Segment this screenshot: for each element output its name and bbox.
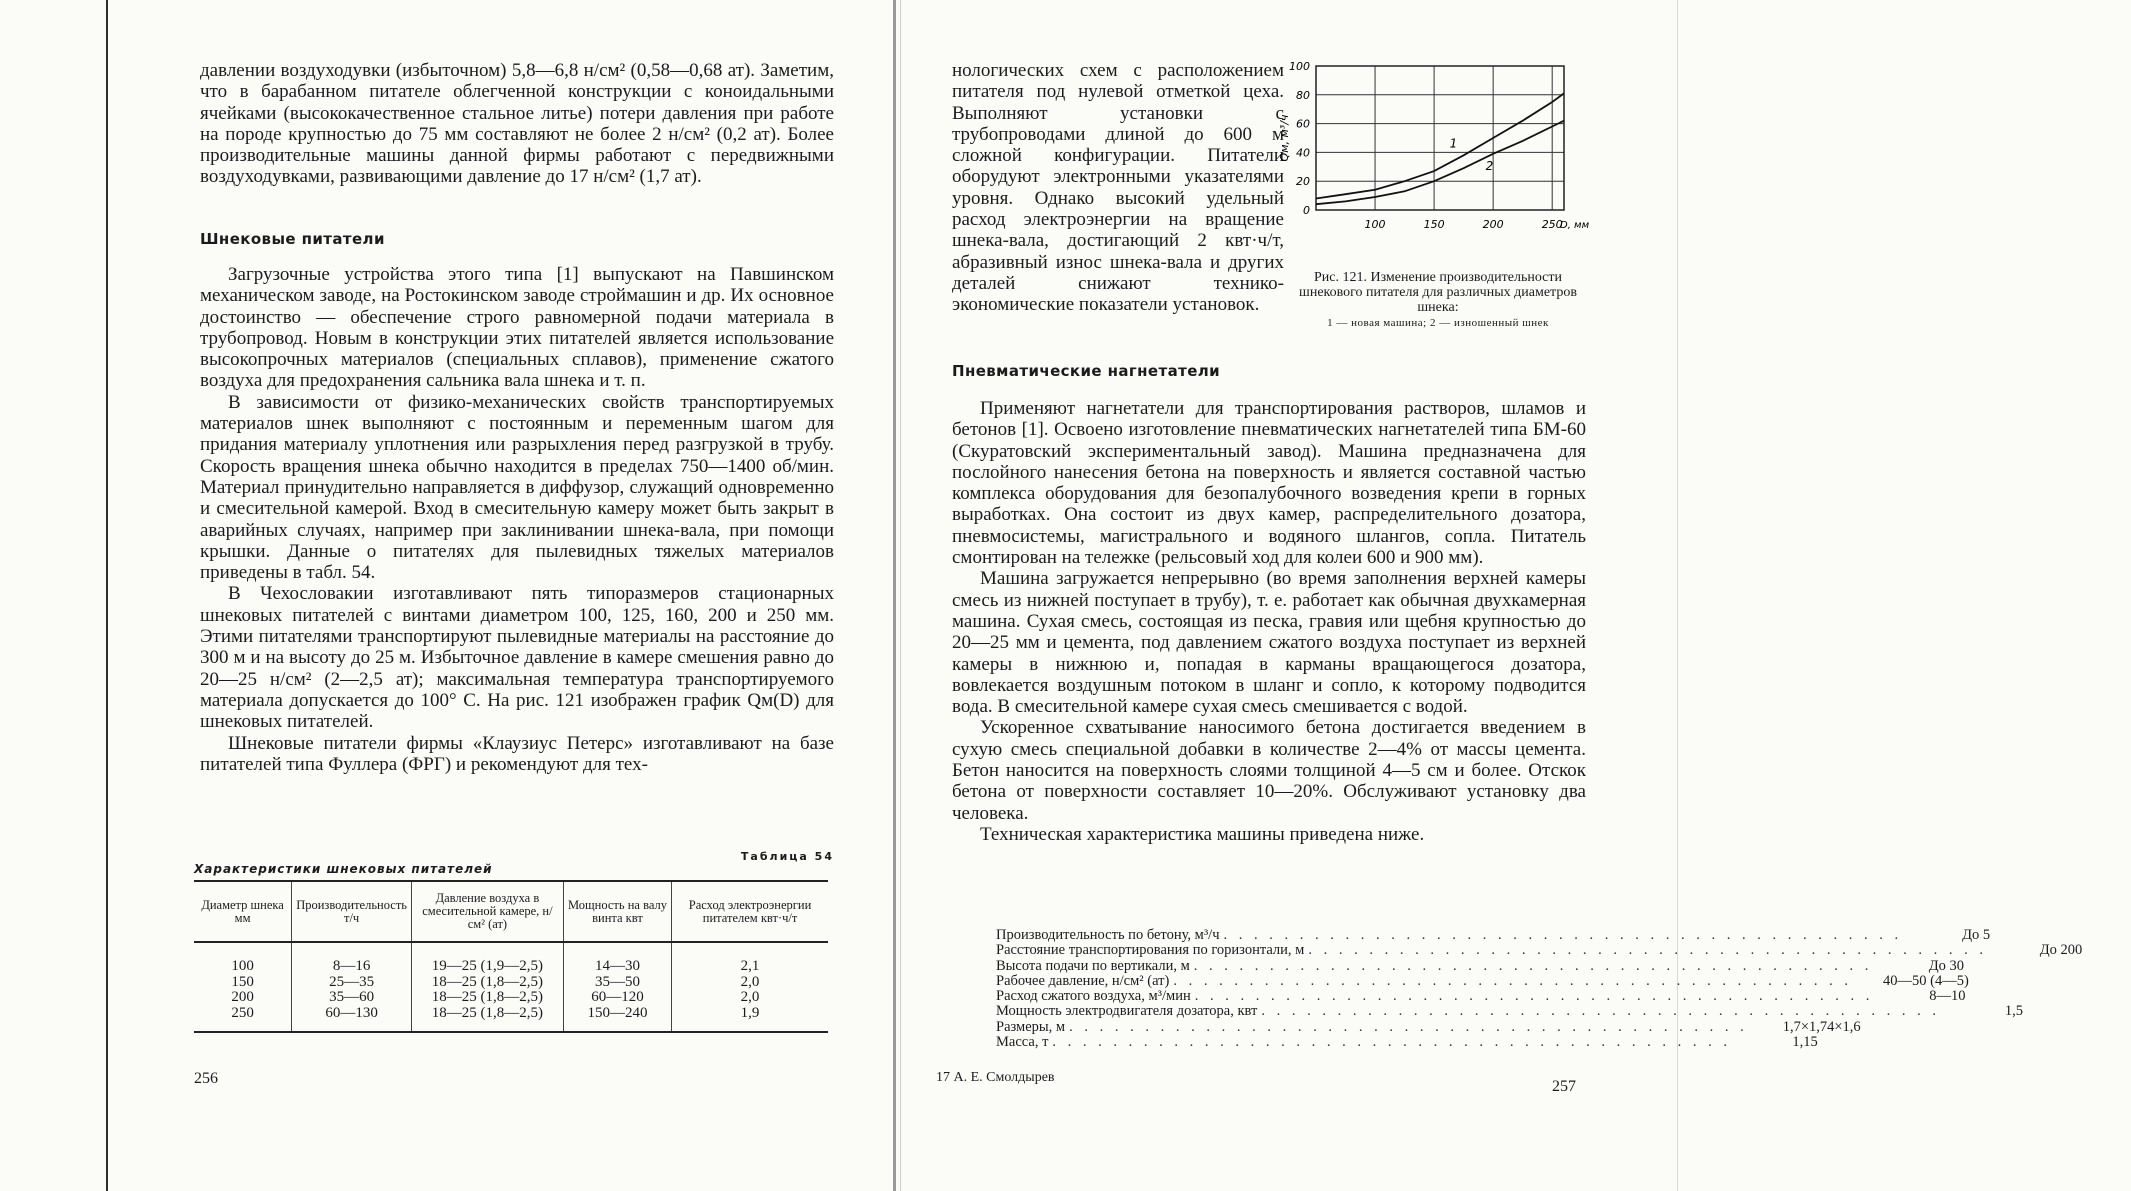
table-cell: 1,9 [672,1006,828,1033]
y-tick-label: 100 [1289,60,1310,73]
table-cell: 2,0 [672,990,828,1006]
table-cell: 19—25 (1,9—2,5) [412,942,564,975]
table-cell: 25—35 [292,975,412,991]
spec-leader-dots [1195,989,1874,1004]
table-cell: 150—240 [563,1006,671,1033]
spec-row [996,1034,1818,1051]
spec-leader-dots [1223,928,1902,943]
figure-caption: Рис. 121. Изменение производительности шнекового питателя для различных диаметров шнека: [1299,270,1577,315]
table-row [194,975,828,991]
body-text-block [200,264,834,775]
table-cell: 35—50 [563,975,671,991]
spec-row [996,988,1966,1005]
right-page [936,0,2083,1191]
spec-label: Высота подачи по вертикали, м [996,957,1190,974]
y-tick-label: 40 [1296,146,1310,160]
spec-row [996,957,1965,974]
table-cell: 18—25 (1,8—2,5) [412,975,564,991]
spec-label: Рабочее давление, н/см² (ат) [996,972,1170,989]
spec-value: До 30 [1928,957,1965,974]
table-header-cell: Расход электроэнергии питателем квт·ч/т [672,881,828,942]
table-cell: 2,1 [672,942,828,975]
y-axis-label: Qм, м³/ч [1278,114,1291,162]
table-row [194,942,828,975]
paragraph: Техническая характеристика машины приведена ниже. [980,823,1425,845]
y-tick-label: 60 [1296,117,1310,131]
spec-value: 40—50 (4—5) [1883,972,1969,989]
y-tick-label: 80 [1296,88,1310,102]
series-line-2 [1316,121,1564,205]
y-tick-label: 0 [1303,204,1310,217]
x-tick-label: 150 [1423,218,1445,231]
spec-value: До 200 [2039,942,2083,959]
spec-row [996,1018,1861,1035]
spec-row [996,942,2083,959]
table-header-cell: Мощность на валу винта квт [563,881,671,942]
spec-label: Расстояние транспортирования по горизонтали, м [996,942,1305,959]
spec-label: Размеры, м [996,1018,1066,1035]
table-header-cell: Давление воздуха в смесительной камере, н/см² (ат) [412,881,564,942]
series-line-1 [1316,93,1564,198]
spec-row [996,1003,2024,1020]
paragraph: В Чехословакии изготавливают пять типоразмеров стационарных шнековых питателей с винтами диаметром 100, 125, 160, 200 и 250 мм. Этими питателями транспортируют пылевидные материалы на расстояние до 300 м и на высоту до 25 м. Избыточное давление в камере смешения равно до 20—25 н/см² (2—2,5 ат); максимальная температура транспортируемого материала допускается до 100° С. На рис. 121 изображен график Qм(D) для шнековых питателей. [200,583,834,733]
left-page [194,0,834,1191]
table-cell: 150 [231,973,254,990]
spec-leader-dots [1194,959,1873,974]
spec-value: 1,7×1,74×1,6 [1782,1018,1861,1035]
spec-value: 8—10 [1929,988,1966,1005]
series-label: 1 [1449,136,1458,151]
page-number: 256 [194,1070,218,1087]
body-text-block [952,398,1586,845]
table-cell: 200 [231,989,254,1005]
spec-row [996,927,1991,943]
spec-leader-dots [1069,1020,1748,1035]
paragraph: Применяют нагнетатели для транспортирования растворов, шламов и бетонов [1]. Освоено изготовление пневматических нагнетателей типа БМ-60 (Скуратовский экспериментальный завод). Машина предназначена для послойного нанесения бетона на поверхность и является составной частью комплекса оборудования для безопалубочного возведения крепи в горных выработках. Она состоит из двух камер, распределительного дозатора, пневмосистемы, магистрального и водяного шлангов, сопла. Питатель смонтирован на тележке (рельсовый ход для колеи 600 и 900 мм). [952,398,1586,569]
table-cell: 60—120 [563,990,671,1006]
section-heading: Шнековые питатели [200,230,385,248]
feeders-table [194,880,828,1033]
paragraph: давлении воздуходувки (избыточном) 5,8—6,8 н/см² (0,58—0,68 ат). Заметим, что в барабанном питателе облегченной конструкции с коноидальными ячейками (высококачественное стальное литье) потери давления при работе на породе крупностью до 75 мм составляют не более 2 н/см² (0,2 ат). Более производительные машины данной фирмы работают с передвижными воздуходувками, развивающими давление до 17 н/см² (1,7 ат). [200,60,834,188]
table-caption: Характеристики шнековых питателей [194,862,493,876]
section-heading: Пневматические нагнетатели [952,362,1221,380]
table-cell: 60—130 [292,1006,412,1033]
spec-label: Мощность электродвигателя дозатора, квт [996,1003,1258,1020]
x-tick-label: 200 [1482,218,1504,231]
table-row [194,1006,828,1033]
spec-label: Расход сжатого воздуха, м³/мин [996,988,1191,1005]
table-cell: 18—25 (1,8—2,5) [412,990,564,1006]
table-cell: 35—60 [292,990,412,1006]
spec-row [996,972,1969,989]
figure-caption-block [1292,270,1584,329]
table-caption-row [194,850,834,876]
table-row [194,990,828,1006]
page-number: 257 [1552,1078,1576,1095]
spec-label: Производительность по бетону, м³/ч [996,927,1220,943]
spec-leader-dots [1173,974,1852,989]
paragraph: В зависимости от физико-механических свойств транспортируемых материалов шнек выполняют с постоянным и переменным шагом для придания материалу уплотнения или разрыхления перед разгрузкой в трубу. Скорость вращения шнека обычно находится в пределах 750—1400 об/мин. Материал принудительно направляется в диффузор, служащий одновременно и смесительной камерой. Вход в смесительную камеру может быть закрыт в аварийных случаях, например при заклинивании шнека-вала, при помощи крышки. Данные о питателях для пылевидных тяжелых материалов приведены в табл. 54. [200,391,834,584]
table-header-cell: Диаметр шнека мм [194,881,292,942]
paragraph: Шнековые питатели фирмы «Клаузиус Петерс» изготавливают на базе питателей типа Фуллера (ФРГ) и рекомендуют для тех- [200,732,834,775]
table-number: Таблица 54 [740,850,834,863]
y-tick-label: 20 [1296,175,1310,189]
spec-leader-dots [1308,943,1987,958]
table-cell: 18—25 (1,8—2,5) [412,1006,564,1033]
table-cell: 14—30 [563,942,671,975]
x-tick-label: 100 [1364,218,1386,231]
x-tick-label: 250 [1541,218,1563,231]
spec-value: До 5 [1962,927,1991,943]
signature-mark: 17 А. Е. Смолдырев [936,1070,1055,1085]
paragraph: Ускоренное схватывание наносимого бетона достигается введением в сухую смесь специальной добавки в количестве 2—4% от массы цемента. Бетон наносится на поверхность слоями толщиной 4—5 см и более. Отскок бетона от поверхности составляет 10—20%. Обслуживают установку два человека. [952,717,1586,824]
left-binding-edge [106,0,108,1191]
spec-leader-dots [1052,1035,1731,1050]
table-header-row [194,881,828,942]
table-header-cell: Производительность т/ч [292,881,412,942]
table-cell: 250 [194,1006,292,1033]
figure-legend: 1 — новая машина; 2 — изношенный шнек [1327,317,1549,329]
table-cell: 100 [231,958,254,974]
spec-value: 1,5 [2004,1003,2024,1020]
table-cell: 8—16 [292,942,412,975]
book-spine [893,0,896,1191]
table-cell: 2,0 [672,975,828,991]
spec-list [996,927,2083,1051]
paragraph: Машина загружается непрерывно (во время заполнения верхней камеры смесь из нижней поступает в трубу), т. е. работает как обычная двухкамерная машина. Сухая смесь, состоящая из песка, гравия или щебня крупностью до 20—25 мм и цемента, под давлением сжатого воздуха поступает из верхней камеры в нижнюю и, попадая в карманы вращающегося дозатора, вовлекается воздушным потоком в шланг и сопло, к которому подводится вода. В смесительной камере сухая смесь смешивается с водой. [952,568,1586,718]
book-spine-shadow [900,0,901,1191]
series-label: 2 [1485,159,1494,174]
paragraph: нологических схем с расположением питателя под нулевой отметкой цеха. Выполняют установки с трубопроводами длиной до 600 м сложной конфигурации. Питатели оборудуют электронными указателями уровня. Однако высокий удельный расход электроэнергии на вращение шнека-вала, достигающий 2 квт·ч/т, абразивный износ шнека-вала и других деталей снижают технико-экономические показатели установок. [952,60,1284,316]
spec-leader-dots [1261,1004,1940,1019]
x-axis-label: D, мм [1560,220,1590,231]
spec-label: Масса, т [996,1034,1049,1051]
capacity-chart [1274,58,1590,248]
spec-value: 1,15 [1792,1034,1818,1051]
paragraph: Загрузочные устройства этого типа [1] выпускают на Павшинском механическом заводе, на Ростокинском заводе строймашин и др. Их основное достоинство — обеспечение строго равномерной подачи материала в трубопровод. Новым в конструкции этих питателей является использование высокопрочных материалов (специальных сплавов), применение сжатого воздуха для предохранения сальника вала шнека и т. п. [200,264,834,392]
